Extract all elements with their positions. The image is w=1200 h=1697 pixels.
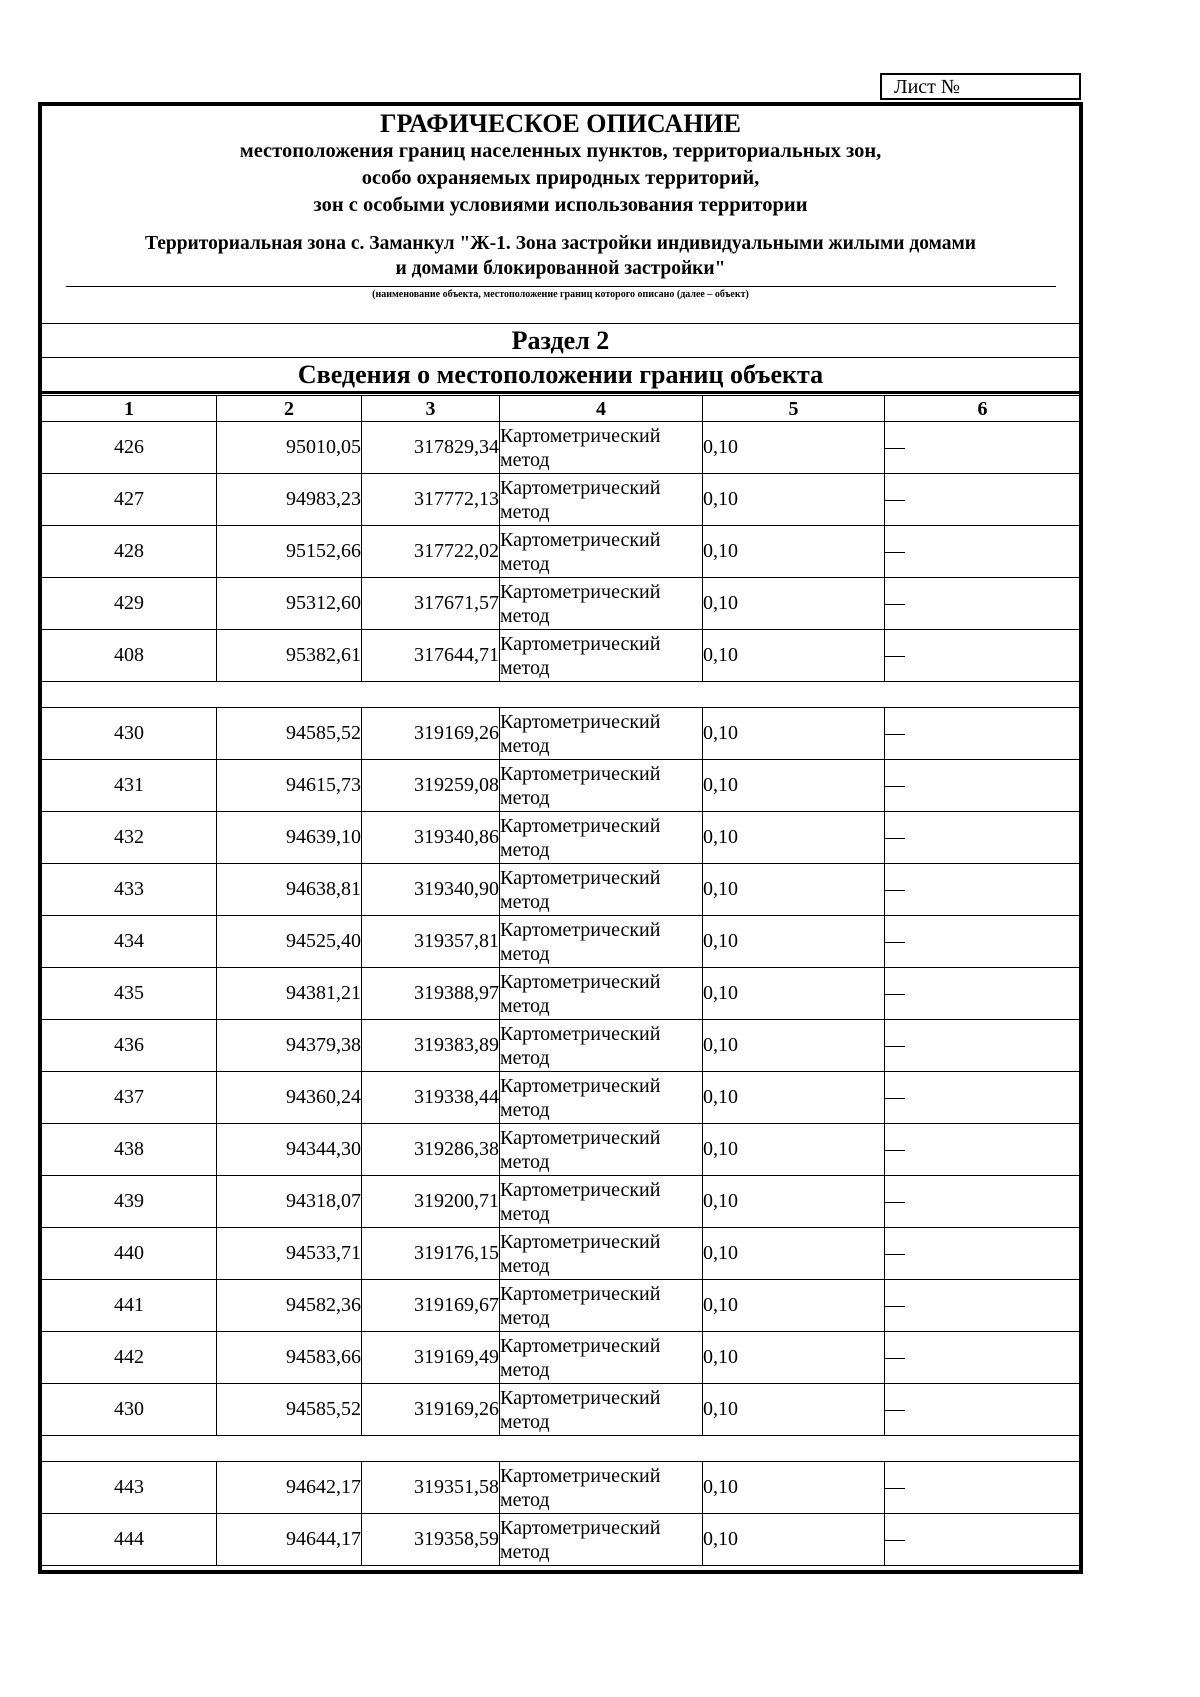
table-row [42,916,1081,968]
x-coordinate-cell: 94533,71 [217,1228,362,1280]
method-cell: Картометрический метод [500,526,703,578]
method-cell: Картометрический метод [500,1020,703,1072]
method-cell: Картометрический метод [500,578,703,630]
description-cell: — [885,474,1081,526]
object-name-line: и домами блокированной застройки" [395,258,726,279]
error-cell: 0,10 [703,1124,885,1176]
column-header: 6 [885,396,1081,422]
object-name-underline [66,286,1056,287]
method-cell: Картометрический метод [500,708,703,760]
method-cell: Картометрический метод [500,760,703,812]
point-number-cell: 428 [42,526,217,578]
y-coordinate-cell: 317644,71 [362,630,500,682]
description-cell: — [885,1332,1081,1384]
error-cell: 0,10 [703,422,885,474]
table-row [42,1020,1081,1072]
x-coordinate-cell: 94525,40 [217,916,362,968]
table-row [42,474,1081,526]
x-coordinate-cell: 94585,52 [217,1384,362,1436]
error-cell: 0,10 [703,1280,885,1332]
point-number-cell: 442 [42,1332,217,1384]
description-cell: — [885,1124,1081,1176]
x-coordinate-cell: 94983,23 [217,474,362,526]
column-header: 2 [217,396,362,422]
table-row [42,422,1081,474]
error-cell: 0,10 [703,916,885,968]
error-cell: 0,10 [703,1332,885,1384]
method-cell: Картометрический метод [500,422,703,474]
table-row [42,1072,1081,1124]
x-coordinate-cell: 94360,24 [217,1072,362,1124]
table-row [42,812,1081,864]
x-coordinate-cell: 94639,10 [217,812,362,864]
point-number-cell: 439 [42,1176,217,1228]
point-number-cell: 427 [42,474,217,526]
description-cell: — [885,760,1081,812]
object-name-line: Территориальная зона с. Заманкул "Ж-1. Зона застройки индивидуальными жилыми домами [144,233,977,254]
y-coordinate-cell: 319169,26 [362,708,500,760]
y-coordinate-cell: 319338,44 [362,1072,500,1124]
point-number-cell: 430 [42,1384,217,1436]
error-cell: 0,10 [703,474,885,526]
point-number-cell: 429 [42,578,217,630]
table-separator-row [42,1436,1081,1462]
table-row [42,578,1081,630]
point-number-cell: 432 [42,812,217,864]
section-subtitle: Сведения о местоположении границ объекта [297,360,824,389]
method-cell: Картометрический метод [500,916,703,968]
document-subtitle-line: зон с особыми условиями использования территории [313,194,808,216]
point-number-cell: 435 [42,968,217,1020]
error-cell: 0,10 [703,708,885,760]
y-coordinate-cell: 317829,34 [362,422,500,474]
y-coordinate-cell: 319200,71 [362,1176,500,1228]
table-row [42,630,1081,682]
y-coordinate-cell: 319383,89 [362,1020,500,1072]
point-number-cell: 408 [42,630,217,682]
method-cell: Картометрический метод [500,1176,703,1228]
table-row [42,1124,1081,1176]
x-coordinate-cell: 94585,52 [217,708,362,760]
description-cell: — [885,578,1081,630]
method-cell: Картометрический метод [500,1514,703,1566]
description-cell: — [885,630,1081,682]
description-cell: — [885,1280,1081,1332]
error-cell: 0,10 [703,526,885,578]
x-coordinate-cell: 94644,17 [217,1514,362,1566]
table-row [42,760,1081,812]
point-number-cell: 441 [42,1280,217,1332]
header-block [42,106,1079,323]
point-number-cell: 430 [42,708,217,760]
table-row [42,864,1081,916]
method-cell: Картометрический метод [500,968,703,1020]
y-coordinate-cell: 319340,90 [362,864,500,916]
table-row [42,526,1081,578]
error-cell: 0,10 [703,1072,885,1124]
x-coordinate-cell: 95152,66 [217,526,362,578]
method-cell: Картометрический метод [500,1280,703,1332]
table-row [42,1228,1081,1280]
section-title: Раздел 2 [511,326,610,355]
point-number-cell: 443 [42,1462,217,1514]
table-body [42,396,1081,1566]
y-coordinate-cell: 319169,67 [362,1280,500,1332]
x-coordinate-cell: 94379,38 [217,1020,362,1072]
column-header: 5 [703,396,885,422]
separator-cell [42,1436,1081,1462]
description-cell: — [885,968,1081,1020]
description-cell: — [885,812,1081,864]
error-cell: 0,10 [703,1462,885,1514]
description-cell: — [885,1462,1081,1514]
description-cell: — [885,422,1081,474]
method-cell: Картометрический метод [500,1384,703,1436]
y-coordinate-cell: 319176,15 [362,1228,500,1280]
point-number-cell: 426 [42,422,217,474]
document-title: ГРАФИЧЕСКОЕ ОПИСАНИЕ [380,109,741,138]
description-cell: — [885,1020,1081,1072]
error-cell: 0,10 [703,1228,885,1280]
y-coordinate-cell: 319357,81 [362,916,500,968]
description-cell: — [885,526,1081,578]
y-coordinate-cell: 317722,02 [362,526,500,578]
point-number-cell: 444 [42,1514,217,1566]
method-cell: Картометрический метод [500,1072,703,1124]
error-cell: 0,10 [703,1514,885,1566]
column-header: 3 [362,396,500,422]
y-coordinate-cell: 319286,38 [362,1124,500,1176]
document-subtitle-line: особо охраняемых природных территорий, [361,167,760,189]
column-header: 4 [500,396,703,422]
point-number-cell: 434 [42,916,217,968]
x-coordinate-cell: 94583,66 [217,1332,362,1384]
error-cell: 0,10 [703,864,885,916]
point-number-cell: 436 [42,1020,217,1072]
y-coordinate-cell: 319340,86 [362,812,500,864]
coordinates-table [41,395,1081,1566]
table-row [42,968,1081,1020]
y-coordinate-cell: 319169,49 [362,1332,500,1384]
error-cell: 0,10 [703,812,885,864]
description-cell: — [885,1384,1081,1436]
error-cell: 0,10 [703,1176,885,1228]
description-cell: — [885,1514,1081,1566]
y-coordinate-cell: 317772,13 [362,474,500,526]
x-coordinate-cell: 94638,81 [217,864,362,916]
point-number-cell: 438 [42,1124,217,1176]
point-number-cell: 440 [42,1228,217,1280]
error-cell: 0,10 [703,1020,885,1072]
table-row [42,1384,1081,1436]
error-cell: 0,10 [703,1384,885,1436]
x-coordinate-cell: 94582,36 [217,1280,362,1332]
x-coordinate-cell: 94642,17 [217,1462,362,1514]
document-subtitle-line: местоположения границ населенных пунктов, территориальных зон, [239,140,882,162]
x-coordinate-cell: 94318,07 [217,1176,362,1228]
object-name-caption: (наименование объекта, местоположение границ которого описано (далее – объект) [372,289,749,300]
y-coordinate-cell: 319169,26 [362,1384,500,1436]
table-separator-row [42,682,1081,708]
method-cell: Картометрический метод [500,474,703,526]
divider [41,357,1080,358]
method-cell: Картометрический метод [500,1124,703,1176]
x-coordinate-cell: 95312,60 [217,578,362,630]
table-row [42,1332,1081,1384]
x-coordinate-cell: 94381,21 [217,968,362,1020]
point-number-cell: 431 [42,760,217,812]
sheet-number-box: Лист № [880,73,1081,100]
description-cell: — [885,1072,1081,1124]
x-coordinate-cell: 94615,73 [217,760,362,812]
point-number-cell: 433 [42,864,217,916]
y-coordinate-cell: 317671,57 [362,578,500,630]
point-number-cell: 437 [42,1072,217,1124]
separator-cell [42,682,1081,708]
method-cell: Картометрический метод [500,630,703,682]
description-cell: — [885,864,1081,916]
description-cell: — [885,708,1081,760]
error-cell: 0,10 [703,578,885,630]
error-cell: 0,10 [703,760,885,812]
method-cell: Картометрический метод [500,1228,703,1280]
table-row [42,1280,1081,1332]
y-coordinate-cell: 319388,97 [362,968,500,1020]
x-coordinate-cell: 95382,61 [217,630,362,682]
y-coordinate-cell: 319358,59 [362,1514,500,1566]
method-cell: Картометрический метод [500,812,703,864]
y-coordinate-cell: 319259,08 [362,760,500,812]
error-cell: 0,10 [703,630,885,682]
table-row [42,1176,1081,1228]
error-cell: 0,10 [703,968,885,1020]
description-cell: — [885,1176,1081,1228]
table-row [42,1514,1081,1566]
divider [41,323,1080,324]
method-cell: Картометрический метод [500,1332,703,1384]
method-cell: Картометрический метод [500,1462,703,1514]
divider [41,391,1080,394]
x-coordinate-cell: 94344,30 [217,1124,362,1176]
column-header: 1 [42,396,217,422]
description-cell: — [885,1228,1081,1280]
description-cell: — [885,916,1081,968]
table-row [42,708,1081,760]
method-cell: Картометрический метод [500,864,703,916]
table-row [42,1462,1081,1514]
table-header-row [42,396,1081,422]
x-coordinate-cell: 95010,05 [217,422,362,474]
y-coordinate-cell: 319351,58 [362,1462,500,1514]
